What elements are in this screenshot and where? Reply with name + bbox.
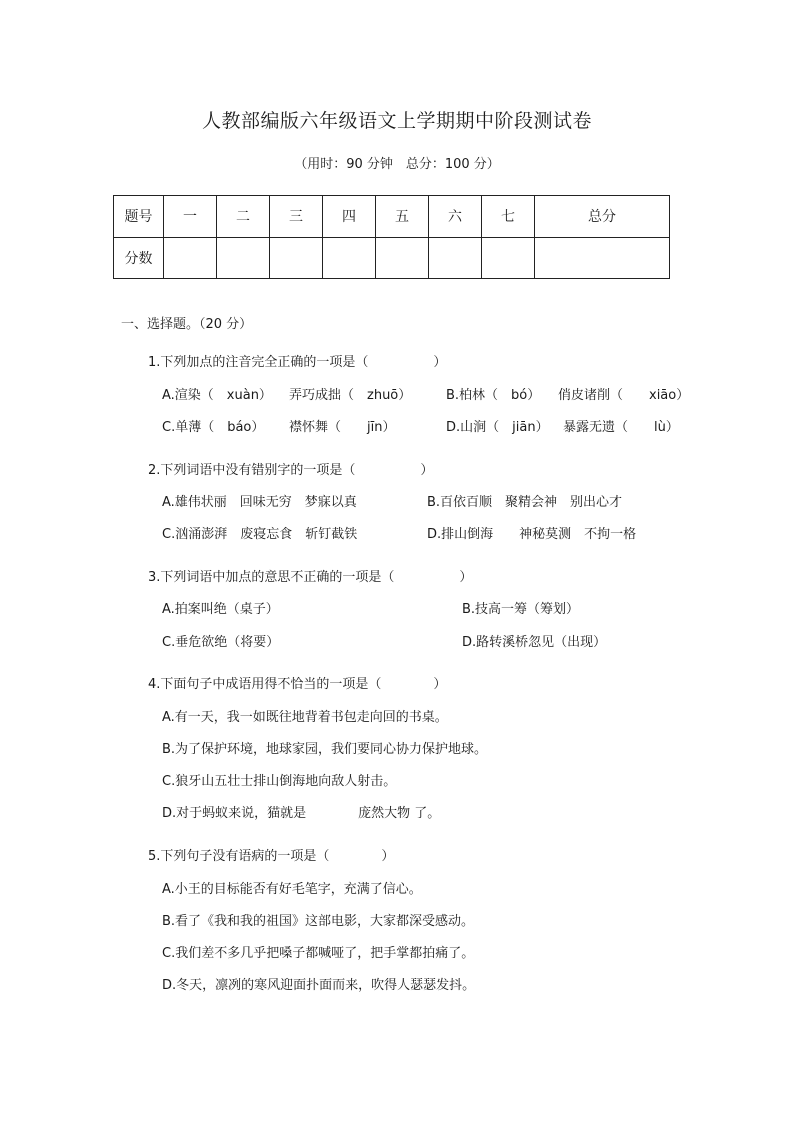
question-stem: 5.下列句子没有语病的一项是（ ）: [148, 849, 395, 864]
score-table-col-2: 二: [217, 196, 270, 238]
option-b: B.看了《我和我的祖国》这部电影，大家都深受感动。: [162, 914, 475, 929]
option-b: B.为了保护环境，地球家园，我们要同心协力保护地球。: [162, 742, 488, 757]
option-a: A.雄伟状丽 回味无穷 梦寐以真: [162, 495, 357, 510]
score-cell-7[interactable]: [482, 237, 535, 279]
option-d: D.路转溪桥忽见（出现）: [462, 635, 607, 650]
score-cell-4[interactable]: [323, 237, 376, 279]
score-table-total-label: 总分: [535, 196, 670, 238]
score-cell-2[interactable]: [217, 237, 270, 279]
option-a: A.拍案叫绝（桌子）: [162, 602, 279, 617]
option-c: C.汹涌澎湃 废寝忘食 斩钉截铁: [162, 527, 358, 542]
option-a: A.小王的目标能否有好毛笔字，充满了信心。: [162, 882, 422, 897]
score-table-col-7: 七: [482, 196, 535, 238]
option-a: A.有一天，我一如既往地背着书包走向回的书桌。: [162, 710, 448, 725]
score-table-row-label: 分数: [114, 237, 164, 279]
score-table-col-6: 六: [429, 196, 482, 238]
option-c: C.我们差不多几乎把嗓子都喊哑了，把手掌都拍痛了。: [162, 946, 475, 961]
score-table: [113, 195, 670, 279]
score-table-header-label: 题号: [114, 196, 164, 238]
question-stem: 3.下列词语中加点的意思不正确的一项是（ ）: [148, 570, 473, 585]
option-c: C.狼牙山五壮士排山倒海地向敌人射击。: [162, 774, 397, 789]
score-table-col-4: 四: [323, 196, 376, 238]
option-c: C.垂危欲绝（将要）: [162, 635, 280, 650]
score-cell-6[interactable]: [429, 237, 482, 279]
option-d: D.山涧（ jiān）: [446, 420, 549, 435]
option-a: A.渲染（ xuàn）: [162, 388, 272, 403]
option-b-second: 俏皮诸削（ xiāo）: [558, 388, 690, 403]
exam-info: （用时：90 分钟 总分：100 分）: [294, 157, 500, 172]
score-cell-total[interactable]: [535, 237, 670, 279]
score-cell-5[interactable]: [376, 237, 429, 279]
score-table-col-5: 五: [376, 196, 429, 238]
score-table-col-1: 一: [164, 196, 217, 238]
option-c: C.单薄（ báo）: [162, 420, 265, 435]
option-d: D.排山倒海 神秘莫测 不拘一格: [427, 527, 637, 542]
question-stem: 2.下列词语中没有错别字的一项是（ ）: [148, 463, 434, 478]
score-table-header-row: [114, 196, 670, 238]
option-b: B.柏林（ bó）: [446, 388, 541, 403]
option-a-second: 弄巧成拙（ zhuō）: [289, 388, 412, 403]
score-cell-1[interactable]: [164, 237, 217, 279]
option-b: B.技高一筹（筹划）: [462, 602, 580, 617]
question-stem: 1.下列加点的注音完全正确的一项是（ ）: [148, 355, 447, 370]
score-cell-3[interactable]: [270, 237, 323, 279]
option-c-second: 襟怀舞（ jīn）: [289, 420, 396, 435]
question-stem: 4.下面句子中成语用得不恰当的一项是（ ）: [148, 677, 447, 692]
option-b: B.百依百顺 聚精会神 别出心才: [427, 495, 623, 510]
option-d: D.冬天，凛冽的寒风迎面扑面而来，吹得人瑟瑟发抖。: [162, 978, 476, 993]
document-title: 人教部编版六年级语文上学期期中阶段测试卷: [201, 110, 592, 132]
option-d-second: 暴露无遗（ lù）: [563, 420, 679, 435]
section-heading: 一、选择题。（20 分）: [121, 317, 253, 332]
option-d: D.对于蚂蚁来说，猫就是 庞然大物 了。: [162, 806, 441, 821]
score-table-col-3: 三: [270, 196, 323, 238]
score-table-score-row: [114, 237, 670, 279]
